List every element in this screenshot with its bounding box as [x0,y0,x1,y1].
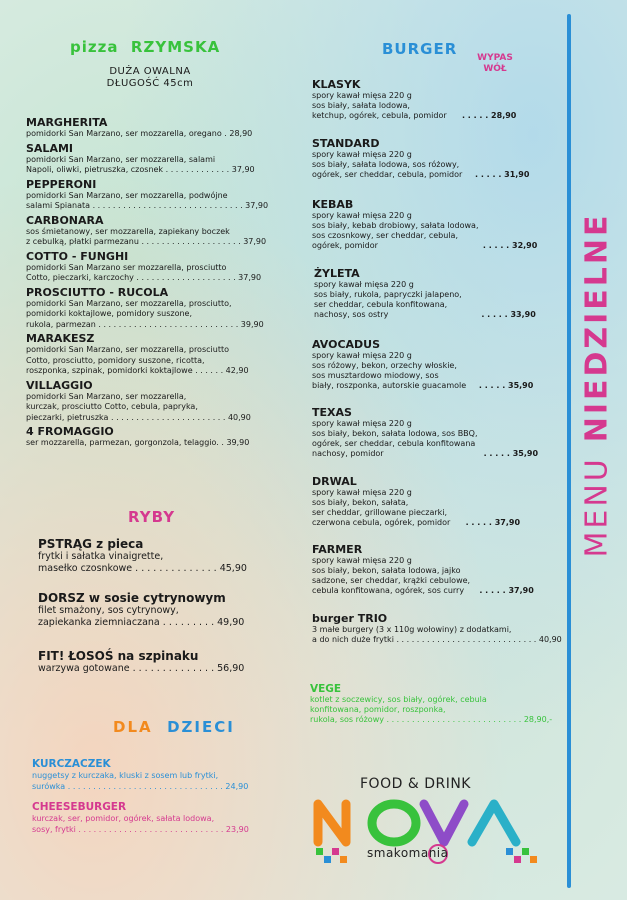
pizza-item-name: SALAMI [26,141,73,155]
burger-heading: BURGER [382,40,458,58]
burger-item-desc: 3 małe burgery (3 x 110g wołowiny) z dodatkami, [312,625,512,634]
burger-item-desc: sos musztardowo miodowy, sos [312,371,439,380]
burger-item-desc: sos biały, sałata lodowa, sos różowy, [312,160,460,169]
burger-item-desc: ser cheddar, grillowane pieczarki, [312,508,448,517]
menu-title-thin: MENU [579,456,615,558]
burger-item-price: . . . . . 37,90 [465,518,521,527]
pizza-item-desc: salami Spianata . . . . . . . . . . . . . . . . . . . . . . . . . . . . . . 37,90 [26,201,269,210]
burger-item-standard [312,137,529,180]
kids-item-desc: nuggetsy z kurczaka, kluski z sosem lub frytki, [32,771,219,780]
ryby-heading: RYBY [128,508,176,526]
pizza-item-name: MARAKESZ [26,332,95,345]
fish-item-name: DORSZ w sosie cytrynowym [38,591,226,605]
pizza-item-cotto-funghi [26,250,276,284]
burger-item-desc: sadzone, ser cheddar, krążki cebulowe, [312,576,471,585]
pizza-item-name: MARGHERITA [26,116,108,129]
burger-item-desc [312,586,534,596]
burger-item-price: . . . . . 28,90 [461,111,517,120]
pizza-heading [70,38,220,56]
burger-item-desc: sos biały, rukola, papryczki jalapeno, [314,290,462,299]
burger-item-desc [312,241,537,251]
pizza-heading-left: pizza [70,38,119,56]
pizza-item-desc: pomidorki San Marzano, ser mozzarella, oregano . 28,90 [26,129,253,138]
burger-item-desc: ogórek, ser cheddar, cebula konfitowana [312,439,476,448]
fish-item-desc: zapiekanka ziemniaczana . . . . . . . . . 49,90 [38,617,245,628]
kids-heading-1: DLA [113,718,153,736]
burger-item-texas [312,406,538,459]
burger-item-price: . . . . . 37,90 [479,586,534,595]
burger-item-desc-text: ogórek, pomidor [312,241,378,250]
burger-item-desc: a do nich duże frytki . . . . . . . . . . . . . . . . . . . . . . . . . . . . 40,90 [312,635,562,644]
burger-item-desc [312,170,529,180]
pizza-item-name: 4 FROMAGGIO [26,425,114,438]
pizza-item-pepperoni [26,178,276,212]
fish-item-name: FIT! ŁOSOŚ na szpinaku [38,649,199,663]
vege-item-name: VEGE [310,683,342,695]
vege-item-desc: kotlet z soczewicy, sos biały, ogórek, cebula [310,695,487,704]
burger-item-desc: sos biały, bekon, sałata lodowa, sos BBQ, [312,429,478,438]
burger-item-desc: sos różowy, bekon, orzechy włoskie, [312,361,457,370]
fish-item-name: PSTRĄG z pieca [38,537,144,551]
fish-item-dorsz [38,591,244,629]
pizza-item-villaggio [26,379,276,424]
burger-item-desc: sos biały, bekon, sałata lodowa, jajko [312,566,461,575]
burger-item-price: . . . . . 31,90 [475,170,530,179]
burger-item-desc-text: cebula konfitowana, ogórek, sos curry [312,586,465,595]
burger-item-desc: spory kawał mięsa 220 g [312,351,412,360]
fish-item-losos [38,649,244,675]
burger-item-desc: spory kawał mięsa 220 g [312,556,412,565]
pizza-item-name: COTTO - FUNGHI [26,249,129,263]
burger-item-desc: spory kawał mięsa 220 g [312,488,412,497]
burger-item-name: AVOCADUS [312,338,381,351]
burger-item-desc [312,381,533,391]
burger-item-desc-text: biały, roszponka, autorskie guacamole [312,381,467,390]
burger-item-desc: sos biały, bekon, sałata, [312,498,409,507]
pizza-item-desc: roszponka, szpinak, pomidorki koktajlowe . . . . . . 42,90 [26,366,249,375]
pizza-item-margherita [26,116,276,140]
vege-item-desc: rukola, sos różowy . . . . . . . . . . . . . . . . . . . . . . . . . . . 28,90,- [310,715,553,724]
burger-item-farmer [312,543,534,596]
burger-item-avocadus [312,338,533,391]
burger-item-desc: spory kawał mięsa 220 g [312,419,412,428]
burger-item-trio [312,612,562,645]
burger-item-desc-text: czerwona cebula, ogórek, pomidor [312,518,451,527]
kids-item-desc: sosy, frytki . . . . . . . . . . . . . . . . . . . . . . . . . . . . . 23,90 [32,824,249,834]
burger-item-zyleta [314,267,536,320]
pizza-item-desc: pomidorki San Marzano, ser mozzarella, prosciutto, [26,298,232,308]
pizza-heading-right: RZYMSKA [130,38,221,56]
pizza-item-desc: pieczarki, pietruszka . . . . . . . . . . . . . . . . . . . . . . . 40,90 [26,412,251,422]
burger-item-desc: sos biały, kebab drobiowy, sałata lodowa, [312,221,479,230]
pizza-item-name: VILLAGGIO [26,378,93,392]
burger-item-name: DRWAL [312,475,357,488]
pizza-item-desc: Cotto, pieczarki, karczochy . . . . . . . . . . . . . . . . . . . . 37,90 [26,273,262,282]
burger-item-desc: sos czosnkowy, ser cheddar, cebula, [312,231,458,240]
burger-item-name: FARMER [312,543,363,556]
fish-item-pstrag [38,537,247,575]
burger-item-desc-text: ketchup, ogórek, cebula, pomidor [312,111,447,120]
burger-item-desc-text: nachosy, sos ostry [314,310,389,319]
brand-tagline: FOOD & DRINK [360,776,471,792]
burger-item-name: TEXAS [312,406,352,419]
burger-item-desc-text: ogórek, ser cheddar, cebula, pomidor [312,170,463,179]
pizza-subtitle-line-2: DŁUGOŚĆ 45cm [106,78,194,89]
pizza-item-marakesz [26,332,276,377]
pizza-item-desc: rukola, parmezan . . . . . . . . . . . . . . . . . . . . . . . . . . . . 39,90 [26,319,264,329]
fish-item-desc: masełko czosnkowe . . . . . . . . . . . . . . 45,90 [38,563,247,574]
burger-item-name: STANDARD [312,137,380,150]
pizza-item-desc: sos śmietanowy, ser mozzarella, zapiekany boczek [26,226,230,236]
pizza-item-carbonara [26,214,276,248]
burger-item-desc: spory kawał mięsa 220 g [312,91,412,100]
pizza-item-desc: pomidorki San Marzano, ser mozzarella, podwójne [26,190,228,200]
pizza-item-desc: Napoli, oliwki, pietruszka, czosnek . . . . . . . . . . . . . 37,90 [26,165,255,174]
vege-item [310,683,552,725]
pizza-item-prosciutto-rucola [26,286,276,331]
burger-item-desc: spory kawał mięsa 220 g [314,280,414,289]
pizza-subtitle-line-1: DUŻA OWALNA [109,66,191,77]
pizza-item-desc: pomidorki San Marzano, ser mozzarella, prosciutto [26,345,229,354]
burger-item-desc [314,310,536,320]
kids-item-desc: surówka . . . . . . . . . . . . . . . . . . . . . . . . . . . . . . . 24,90 [32,781,249,791]
burger-item-price: . . . . . 35,90 [483,449,539,458]
fish-item-desc: filet smażony, sos cytrynowy, [38,605,179,616]
burger-item-desc [312,518,520,528]
pizza-item-desc: pomidorki San Marzano ser mozzarella, prosciutto [26,262,227,272]
burger-item-desc-text: nachosy, pomidor [312,449,384,458]
burger-item-desc: sos biały, sałata lodowa, [312,101,410,110]
kids-heading [113,718,235,736]
kids-heading-2: DZIECI [167,718,235,736]
kids-item-cheeseburger [32,801,249,835]
fish-item-desc: warzywa gotowane . . . . . . . . . . . . . . 56,90 [38,663,245,674]
wypas-wol-badge [470,53,520,75]
pizza-item-desc: kurczak, prosciutto Cotto, cebula, papryka, [26,402,198,411]
pizza-subtitle [90,66,210,90]
pizza-item-name: PEPPERONI [26,177,97,191]
kids-item-name: CHEESEBURGER [32,801,127,813]
kids-item-desc: kurczak, ser, pomidor, ogórek, sałata lodowa, [32,814,215,823]
burger-item-name: KEBAB [312,198,354,211]
vertical-divider [567,14,571,888]
fish-item-desc: frytki i sałatka vinaigrette, [38,551,164,562]
burger-item-price: . . . . . 32,90 [482,241,538,250]
pizza-item-4-fromaggio [26,425,276,449]
burger-item-drwal [312,475,520,528]
pizza-item-salami [26,142,276,176]
wypas-line-1: WYPAS [477,53,513,63]
burger-item-name: ŻYLETA [314,267,360,280]
burger-item-name: burger TRIO [312,612,388,625]
pizza-item-desc: ser mozzarella, parmezan, gorgonzola, telaggio. . 39,90 [26,438,250,447]
pizza-item-desc: pomidorki San Marzano, ser mozzarella, [26,391,187,401]
burger-item-name: KLASYK [312,78,361,91]
pizza-item-name: CARBONARA [26,213,104,227]
brand-sub: smakomania [367,846,449,860]
burger-item-desc: spory kawał mięsa 220 g [312,150,412,159]
pizza-list [26,116,276,451]
burger-item-price: . . . . . 35,90 [478,381,534,390]
burger-item-desc [312,449,538,459]
kids-item-kurczaczek [32,758,248,792]
pizza-item-desc: z cebulką, płatki parmezanu . . . . . . . . . . . . . . . . . . . . 37,90 [26,237,267,246]
burger-item-klasyk [312,78,516,121]
menu-title-bold: NIEDZIELNE [579,212,615,443]
pizza-item-desc: pomidorki koktajlowe, pomidory suszone, [26,309,193,318]
kids-item-name: KURCZACZEK [32,758,111,770]
burger-item-desc: spory kawał mięsa 220 g [312,211,412,220]
burger-item-price: . . . . . 33,90 [481,310,536,319]
burger-item-desc: ser cheddar, cebula konfitowana, [314,300,448,309]
burger-item-kebab [312,198,537,251]
menu-niedzielne-title [580,212,615,557]
vege-item-desc: konfitowana, pomidor, roszponka, [310,705,446,714]
pizza-item-name: PROSCIUTTO - RUCOLA [26,285,169,299]
wypas-line-2: WÓŁ [483,64,507,74]
burger-item-desc [312,111,516,121]
pizza-item-desc: Cotto, prosciutto, pomidory suszone, ricotta, [26,355,205,365]
pizza-item-desc: pomidorki San Marzano, ser mozzarella, salami [26,154,216,164]
